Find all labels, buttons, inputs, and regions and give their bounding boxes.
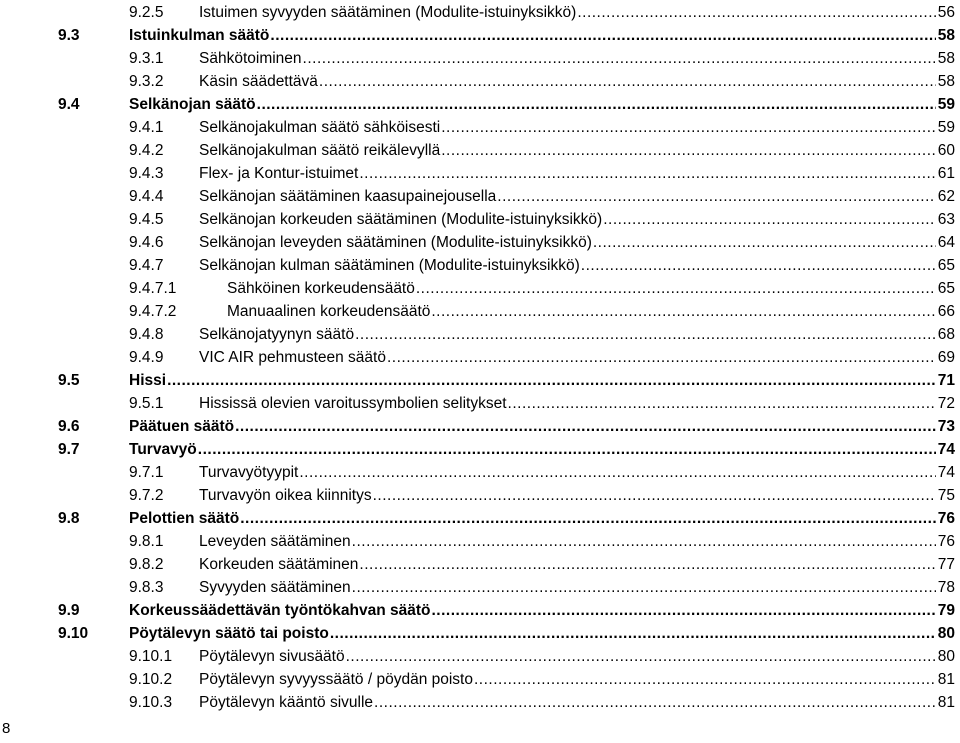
toc-entry-page: 56 <box>937 2 955 24</box>
toc-entry-number: 9.4.6 <box>129 234 164 251</box>
toc-entry[interactable] <box>0 623 955 645</box>
toc-entry-page: 72 <box>937 393 955 415</box>
toc-entry-number: 9.4 <box>58 96 80 113</box>
toc-entry-number: 9.7.1 <box>129 464 164 481</box>
toc-entry-leader <box>474 669 936 691</box>
toc-entry-number: 9.6 <box>58 418 80 435</box>
toc-entry[interactable] <box>0 117 955 139</box>
toc-entry[interactable] <box>0 462 955 484</box>
toc-entry-page: 58 <box>937 48 955 70</box>
toc-entry-leader <box>581 255 936 277</box>
toc-entry-page: 74 <box>937 462 955 484</box>
toc-entry-leader <box>416 278 936 300</box>
toc-entry-number: 9.3.1 <box>129 50 164 67</box>
toc-entry-number: 9.3 <box>58 27 80 44</box>
toc-entry[interactable] <box>0 186 955 208</box>
toc-entry-number: 9.4.7.1 <box>129 280 177 297</box>
toc-entry-leader <box>441 140 936 162</box>
toc-entry-page: 75 <box>937 485 955 507</box>
toc-entry[interactable] <box>0 2 955 24</box>
toc-entry-number: 9.10 <box>58 625 89 642</box>
toc-entry-number: 9.9 <box>58 602 80 619</box>
toc-entry-page: 79 <box>937 600 955 622</box>
toc-entry-leader <box>603 209 936 231</box>
toc-entry-number: 9.8.1 <box>129 533 164 550</box>
toc-entry-leader <box>374 692 936 714</box>
toc-entry-leader <box>359 163 935 185</box>
toc-entry-leader <box>508 393 936 415</box>
toc-entry-title: Selkänojan korkeuden säätäminen (Modulite-istuinyksikkö) <box>199 211 603 228</box>
toc-entry-leader <box>593 232 936 254</box>
toc-entry-page: 69 <box>937 347 955 369</box>
toc-entry-page: 80 <box>937 646 955 668</box>
toc-entry[interactable] <box>0 485 955 507</box>
toc-entry[interactable] <box>0 140 955 162</box>
toc-entry-title: Hississä olevien varoitussymbolien selitykset <box>199 395 507 412</box>
toc-entry-page: 71 <box>937 370 955 392</box>
toc-entry[interactable] <box>0 48 955 70</box>
toc-entry-title: Syvyyden säätäminen <box>199 579 351 596</box>
toc-entry-page: 80 <box>937 623 955 645</box>
toc-entry-title: Istuimen syvyyden säätäminen (Modulite-istuinyksikkö) <box>199 4 577 21</box>
toc-entry-title: Sähkötoiminen <box>199 50 302 67</box>
toc-entry[interactable] <box>0 255 955 277</box>
toc-entry[interactable] <box>0 554 955 576</box>
toc-entry-number: 9.8.2 <box>129 556 164 573</box>
toc-entry-leader <box>270 25 935 47</box>
toc-entry-leader <box>373 485 936 507</box>
page-number: 8 <box>2 720 11 737</box>
toc-entry[interactable] <box>0 416 955 438</box>
toc-entry-page: 74 <box>937 439 955 461</box>
toc-entry-title: Leveyden säätäminen <box>199 533 351 550</box>
toc-entry-title: Hissi <box>129 372 167 389</box>
toc-entry[interactable] <box>0 577 955 599</box>
toc-entry-title: Päätuen säätö <box>129 418 235 435</box>
toc-entry-title: Sähköinen korkeudensäätö <box>227 280 415 297</box>
toc-entry-title: Pöytälevyn säätö tai poisto <box>129 625 329 642</box>
toc-entry-page: 81 <box>937 692 955 714</box>
toc-entry-page: 78 <box>937 577 955 599</box>
toc-entry-number: 9.4.4 <box>129 188 164 205</box>
toc-entry-title: Selkänojan leveyden säätäminen (Modulite-istuinyksikkö) <box>199 234 592 251</box>
toc-entry-title: Selkänojan säätäminen kaasupainejousella <box>199 188 497 205</box>
toc-entry-leader <box>330 623 936 645</box>
toc-entry-number: 9.8 <box>58 510 80 527</box>
toc-entry[interactable] <box>0 393 955 415</box>
toc-entry[interactable] <box>0 439 955 461</box>
toc-entry[interactable] <box>0 669 955 691</box>
toc-entry-title: Pöytälevyn sivusäätö <box>199 648 345 665</box>
toc-entry-page: 64 <box>937 232 955 254</box>
toc-entry[interactable] <box>0 301 955 323</box>
toc-entry-title: Istuinkulman säätö <box>129 27 270 44</box>
toc-entry-title: Manuaalinen korkeudensäätö <box>227 303 431 320</box>
toc-entry[interactable] <box>0 25 955 47</box>
toc-entry[interactable] <box>0 370 955 392</box>
toc-entry-page: 65 <box>937 278 955 300</box>
toc-entry-page: 77 <box>937 554 955 576</box>
toc-entry-leader <box>432 600 936 622</box>
toc-entry-leader <box>355 324 936 346</box>
toc-entry[interactable] <box>0 646 955 668</box>
toc-entry-number: 9.4.7.2 <box>129 303 177 320</box>
toc-entry-leader <box>235 416 936 438</box>
toc-entry-page: 66 <box>937 301 955 323</box>
toc-entry-page: 65 <box>937 255 955 277</box>
toc-entry-leader <box>352 531 936 553</box>
toc-entry-title: Turvavyötyypit <box>199 464 299 481</box>
toc-entry-page: 73 <box>937 416 955 438</box>
toc-entry-page: 60 <box>937 140 955 162</box>
toc-entry-title: Selkänojatyynyn säätö <box>199 326 355 343</box>
toc-entry-leader <box>299 462 935 484</box>
toc-entry-title: Korkeussäädettävän työntökahvan säätö <box>129 602 431 619</box>
toc-entry[interactable] <box>0 209 955 231</box>
toc-entry-page: 58 <box>937 25 955 47</box>
toc-entry-number: 9.7.2 <box>129 487 164 504</box>
toc-entry-title: Selkänojakulman säätö sähköisesti <box>199 119 441 136</box>
toc-entry-leader <box>240 508 936 530</box>
toc-entry[interactable] <box>0 692 955 714</box>
toc-entry-number: 9.5 <box>58 372 80 389</box>
toc-entry-title: Käsin säädettävä <box>199 73 318 90</box>
toc-entry-number: 9.4.3 <box>129 165 164 182</box>
toc-entry-page: 58 <box>937 71 955 93</box>
toc-entry-number: 9.4.1 <box>129 119 164 136</box>
toc-entry-number: 9.10.2 <box>129 671 173 688</box>
toc-entry-leader <box>257 94 936 116</box>
toc-entry-title: VIC AIR pehmusteen säätö <box>199 349 386 366</box>
toc-entry-title: Selkänojan kulman säätäminen (Modulite-istuinyksikkö) <box>199 257 580 274</box>
toc-entry-title: Selkänojan säätö <box>129 96 256 113</box>
toc-entry-title: Flex- ja Kontur-istuimet <box>199 165 359 182</box>
toc-entry-title: Pöytälevyn syvyyssäätö / pöydän poisto <box>199 671 473 688</box>
toc-entry[interactable] <box>0 71 955 93</box>
toc-entry-page: 59 <box>937 94 955 116</box>
toc-entry-leader <box>198 439 936 461</box>
toc-entry[interactable] <box>0 347 955 369</box>
toc-entry-leader <box>441 117 936 139</box>
toc-entry-number: 9.5.1 <box>129 395 164 412</box>
toc-entry-leader <box>577 2 935 24</box>
toc-entry-number: 9.4.2 <box>129 142 164 159</box>
toc-entry-page: 76 <box>937 531 955 553</box>
toc-entry-title: Pöytälevyn kääntö sivulle <box>199 694 374 711</box>
toc-entry-number: 9.4.5 <box>129 211 164 228</box>
toc-entry-page: 81 <box>937 669 955 691</box>
toc-entry-title: Turvavyö <box>129 441 197 458</box>
toc-entry-leader <box>319 71 936 93</box>
toc-entry-leader <box>431 301 935 323</box>
toc-entry-number: 9.10.1 <box>129 648 173 665</box>
toc-entry-number: 9.10.3 <box>129 694 173 711</box>
toc-entry-title: Turvavyön oikea kiinnitys <box>199 487 372 504</box>
toc-entry[interactable] <box>0 163 955 185</box>
toc-entry-title: Selkänojakulman säätö reikälevyllä <box>199 142 441 159</box>
toc-entry-number: 9.2.5 <box>129 4 164 21</box>
toc-entry-page: 59 <box>937 117 955 139</box>
toc-entry-number: 9.7 <box>58 441 80 458</box>
toc-entry[interactable] <box>0 232 955 254</box>
toc-entry[interactable] <box>0 600 955 622</box>
toc-entry-title: Pelottien säätö <box>129 510 240 527</box>
toc-entry-leader <box>303 48 936 70</box>
toc-entry-leader <box>346 646 936 668</box>
toc-entry-number: 9.4.9 <box>129 349 164 366</box>
toc-entry-leader <box>387 347 936 369</box>
toc-entry-number: 9.8.3 <box>129 579 164 596</box>
toc-entry-title: Korkeuden säätäminen <box>199 556 359 573</box>
toc-entry-page: 61 <box>937 163 955 185</box>
toc-entry-leader <box>167 370 936 392</box>
toc-entry-page: 62 <box>937 186 955 208</box>
toc-entry-leader <box>497 186 935 208</box>
toc-entry-page: 63 <box>937 209 955 231</box>
toc-entry[interactable] <box>0 324 955 346</box>
toc-entry-leader <box>352 577 936 599</box>
toc-entry-number: 9.3.2 <box>129 73 164 90</box>
toc-entry-number: 9.4.7 <box>129 257 164 274</box>
toc-entry-page: 68 <box>937 324 955 346</box>
toc-entry[interactable] <box>0 508 955 530</box>
toc-entry[interactable] <box>0 531 955 553</box>
toc-entry[interactable] <box>0 278 955 300</box>
toc-entry-number: 9.4.8 <box>129 326 164 343</box>
toc-entry[interactable] <box>0 94 955 116</box>
toc-entry-leader <box>359 554 935 576</box>
toc-entry-page: 76 <box>937 508 955 530</box>
